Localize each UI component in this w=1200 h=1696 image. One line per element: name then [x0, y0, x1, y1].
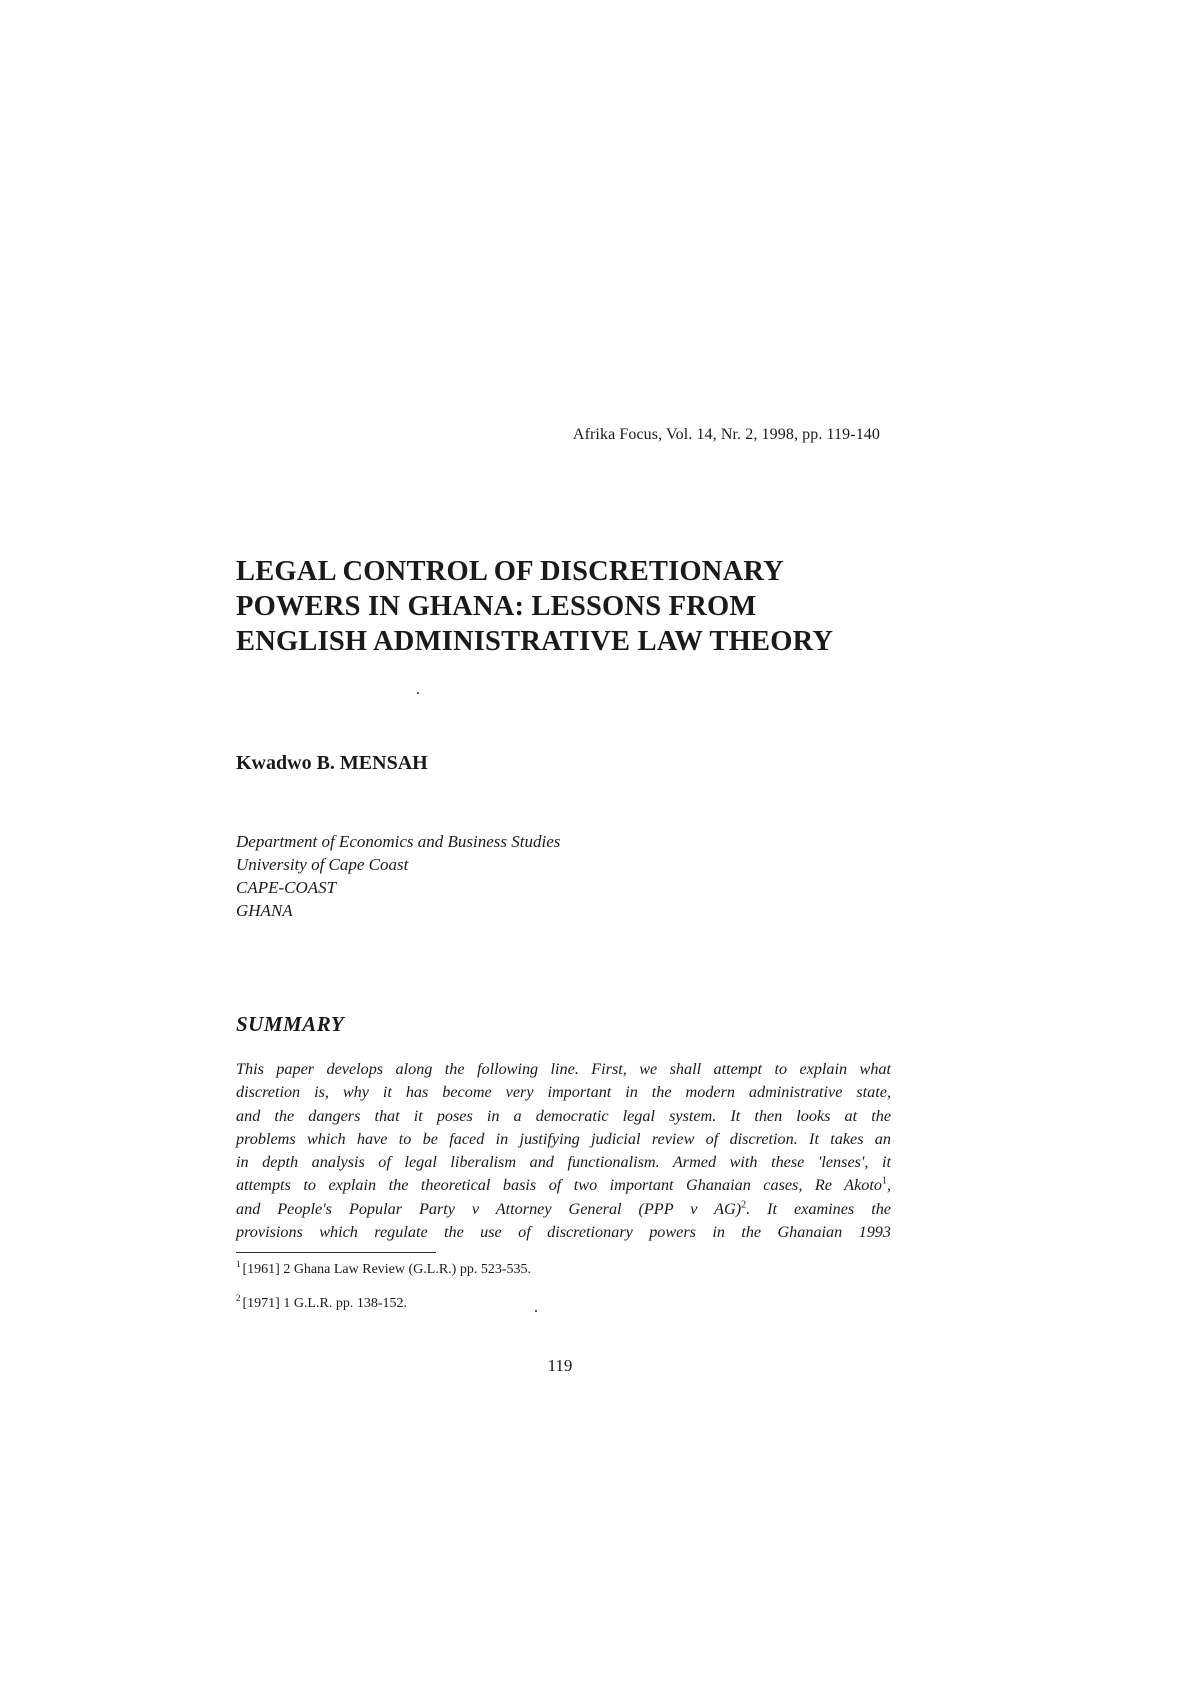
scan-speck [417, 692, 419, 694]
article-title [236, 554, 936, 659]
author-name: Kwadwo B. MENSAH [236, 752, 428, 774]
footnote-marker: 2 [236, 1293, 241, 1304]
summary-line: provisions which regulate the use of discretionary powers in the Ghanaian 1993 [236, 1223, 891, 1242]
summary-line: This paper develops along the following line. First, we shall attempt to explain what [236, 1060, 891, 1078]
summary-heading: SUMMARY [236, 1012, 345, 1036]
summary-line [236, 1198, 891, 1221]
title-line: LEGAL CONTROL OF DISCRETIONARY [236, 556, 784, 587]
footnote-ref-2[interactable]: 2 [741, 1199, 747, 1211]
footnote-ref-1[interactable]: 1 [881, 1176, 887, 1188]
title-line: ENGLISH ADMINISTRATIVE LAW THEORY [236, 626, 834, 657]
summary-line: in depth analysis of legal liberalism and functionalism. Armed with these 'lenses', it [236, 1153, 891, 1172]
summary-line [236, 1174, 891, 1197]
page-number: 119 [547, 1356, 573, 1375]
footnote-text: [1961] 2 Ghana Law Review (G.L.R.) pp. 523-535. [242, 1262, 531, 1277]
affiliation-line: Department of Economics and Business Studies [236, 832, 561, 851]
footnote-1 [236, 1259, 531, 1278]
footnote-separator [236, 1252, 436, 1253]
summary-line-text: attempts to explain the theoretical basis of two important Ghanaian cases, Re Akoto [236, 1176, 882, 1195]
summary-line-tail: , [886, 1176, 891, 1195]
affiliation-line: GHANA [236, 901, 293, 920]
scan-speck [535, 1310, 537, 1312]
affiliation-line: University of Cape Coast [236, 855, 409, 874]
summary-line: problems which have to be faced in justifying judicial review of discretion. It takes an [236, 1129, 891, 1148]
summary-line: and the dangers that it poses in a democratic legal system. It then looks at the [236, 1106, 891, 1125]
summary-line-tail: . It examines the [746, 1199, 891, 1218]
summary-line-text: and People's Popular Party v Attorney General (PPP v AG) [236, 1199, 742, 1218]
author-affiliation [236, 830, 560, 922]
footnote-text: [1971] 1 G.L.R. pp. 138-152. [242, 1296, 407, 1311]
journal-citation: Afrika Focus, Vol. 14, Nr. 2, 1998, pp. 119-140 [572, 426, 880, 443]
footnote-marker: 1 [236, 1259, 241, 1270]
title-line: POWERS IN GHANA: LESSONS FROM [236, 591, 757, 622]
summary-paragraph [236, 1058, 891, 1244]
summary-line: discretion is, why it has become very important in the modern administrative state, [236, 1083, 891, 1102]
footnote-2 [236, 1293, 407, 1312]
affiliation-line: CAPE-COAST [236, 878, 337, 897]
